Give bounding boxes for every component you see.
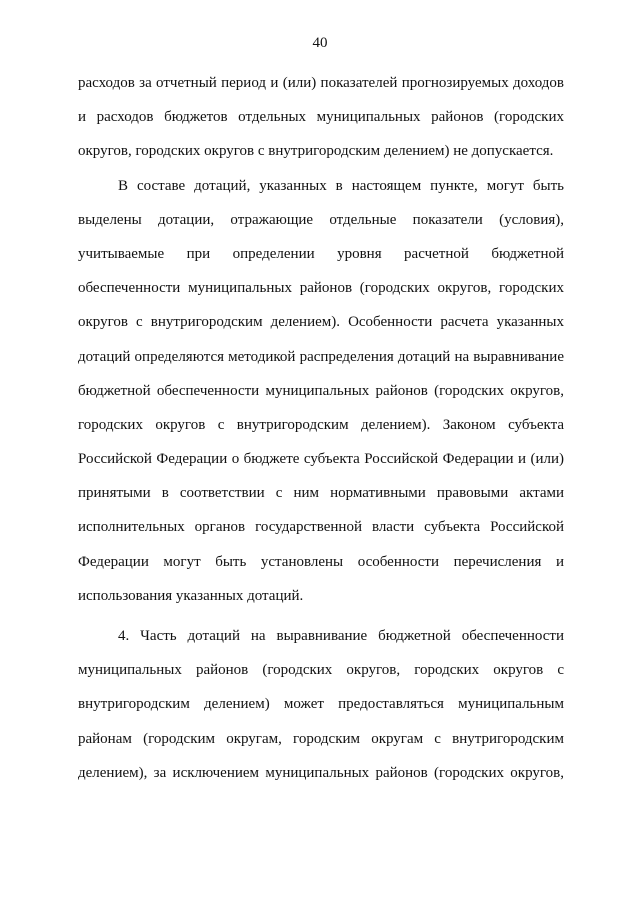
text-line: исполнительных органов государственной власти субъекта Российской — [78, 519, 564, 536]
text-line: муниципальных районов (городских округов, городских округов с — [78, 662, 564, 679]
text-line: округов с внутригородским делением). Особенности расчета указанных — [78, 314, 564, 331]
text-line: использования указанных дотаций. — [78, 587, 304, 604]
text-line: Российской Федерации о бюджете субъекта Российской Федерации и (или) — [78, 451, 564, 468]
paragraph-continuation — [78, 66, 564, 169]
text-line: обеспеченности муниципальных районов (городских округов, городских — [78, 280, 564, 297]
document-body — [78, 66, 564, 790]
paragraph-subsidies-composition — [78, 169, 564, 613]
text-line: бюджетной обеспеченности муниципальных районов (городских округов, — [78, 382, 564, 399]
page-number: 40 — [312, 35, 328, 51]
text-line: округов, городских округов с внутригородским делением) не допускается. — [78, 143, 554, 160]
text-line: 4. Часть дотаций на выравнивание бюджетной обеспеченности — [118, 628, 564, 644]
text-line: делением), за исключением муниципальных районов (городских округов, — [78, 764, 564, 781]
text-line: В составе дотаций, указанных в настоящем пункте, могут быть — [118, 177, 564, 194]
text-line: расходов за отчетный период и (или) показателей прогнозируемых доходов — [78, 75, 564, 91]
paragraph-item-4 — [78, 619, 564, 790]
text-line: районам (городским округам, городским округам с внутригородским — [78, 730, 564, 747]
text-line: городских округов с внутригородским делением). Законом субъекта — [78, 416, 564, 433]
text-line: дотаций определяются методикой распределения дотаций на выравнивание — [78, 348, 564, 365]
text-line: учитываемые при определении уровня расчетной бюджетной — [78, 245, 564, 262]
text-line: принятыми в соответствии с ним нормативными правовыми актами — [78, 485, 564, 502]
text-line: внутригородским делением) может предоставляться муниципальным — [78, 696, 564, 713]
text-line: выделены дотации, отражающие отдельные показатели (условия), — [78, 211, 564, 228]
text-line: и расходов бюджетов отдельных муниципальных районов (городских — [78, 109, 564, 126]
text-line: Федерации могут быть установлены особенности перечисления и — [78, 553, 564, 570]
